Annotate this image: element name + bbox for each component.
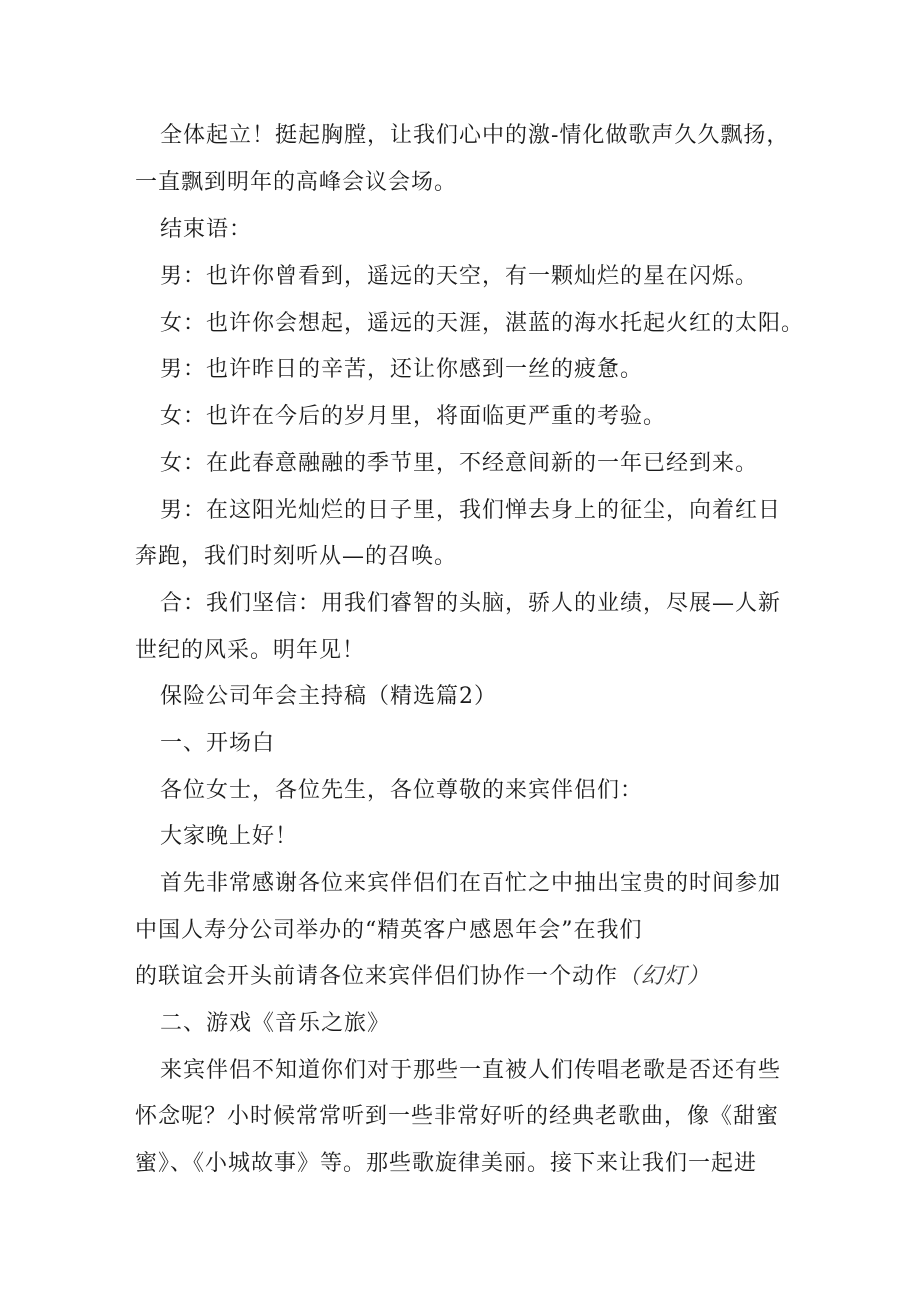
section-heading: 二、游戏《音乐之旅》 xyxy=(160,1011,391,1036)
section-heading: 一、开场白 xyxy=(160,731,276,756)
dialogue-line: 女：在此春意融融的季节里，不经意间新的一年已经到来。 xyxy=(160,451,759,476)
slide-note: （幻灯） xyxy=(618,964,711,989)
section-title: 保险公司年会主持稿（精选篇2） xyxy=(160,684,497,709)
paragraph-line xyxy=(135,963,710,991)
dialogue-line: 女：也许在今后的岁月里，将面临更严重的考验。 xyxy=(160,404,667,429)
section-label: 结束语： xyxy=(160,217,253,242)
dialogue-line: 男：在这阳光灿烂的日子里，我们惮去身上的征尘，向着红日 xyxy=(160,498,782,523)
dialogue-line: 奔跑，我们时刻听从—的召唤。 xyxy=(135,544,458,569)
dialogue-line: 世纪的风采。明年见！ xyxy=(135,638,366,663)
paragraph-line: 大家晚上好！ xyxy=(160,824,299,849)
paragraph-line: 来宾伴侣不知道你们对于那些一直被人们传唱老歌是否还有些 xyxy=(160,1058,782,1083)
dialogue-line: 男：也许你曾看到，遥远的天空，有一颗灿烂的星在闪烁。 xyxy=(160,264,759,289)
paragraph-line: 怀念呢？小时候常常听到一些非常好听的经典老歌曲，像《甜蜜 xyxy=(135,1104,780,1129)
paragraph-line: 中国人寿分公司举办的“精英客户感恩年会”在我们 xyxy=(135,918,643,943)
paragraph-text: 的联谊会开头前请各位来宾伴侣们协作一个动作 xyxy=(135,964,619,989)
dialogue-line: 合：我们坚信：用我们睿智的头脑，骄人的业绩，尽展—人新 xyxy=(160,591,782,616)
paragraph-line: 蜜》、《小城故事》等。那些歌旋律美丽。接下来让我们一起进 xyxy=(135,1151,758,1176)
paragraph-line: 首先非常感谢各位来宾伴侣们在百忙之中抽出宝贵的时间参加 xyxy=(160,871,782,896)
dialogue-line: 女：也许你会想起，遥远的天涯，湛蓝的海水托起火红的太阳。 xyxy=(160,311,805,336)
paragraph-line: 各位女士，各位先生，各位尊敬的来宾伴侣们： xyxy=(160,778,644,803)
paragraph-line: 全体起立！挺起胸膛，让我们心中的激-情化做歌声久久飘扬， xyxy=(160,123,790,148)
dialogue-line: 男：也许昨日的辛苦，还让你感到一丝的疲惫。 xyxy=(160,357,644,382)
paragraph-line: 一直飘到明年的高峰会议会场。 xyxy=(135,170,458,195)
